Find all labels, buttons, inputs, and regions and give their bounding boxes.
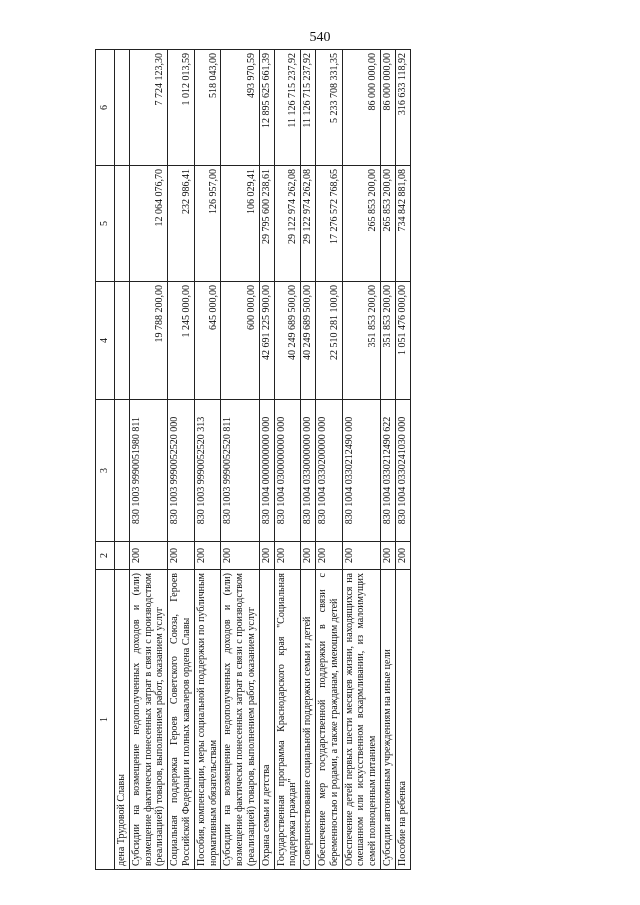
row-code: 200 — [259, 542, 274, 570]
row-name: Обеспечение детей первых шести месяцев жизни, находящихся на смешанном или искусственном вскармливании, из малоимущих семей полноценным питанием — [342, 570, 380, 870]
row-code: 200 — [301, 542, 316, 570]
table-row — [168, 50, 195, 870]
column-header-4: 4 — [96, 282, 115, 400]
page-number: 540 — [309, 30, 331, 45]
table-row — [301, 50, 316, 870]
row-kbk: 830 1004 0330200000 000 — [315, 400, 342, 542]
row-executed: 232 986,41 — [168, 166, 195, 282]
column-header-1: 1 — [96, 570, 115, 870]
row-code: 200 — [194, 542, 221, 570]
row-executed: 126 957,00 — [194, 166, 221, 282]
row-executed: 29 122 974 262,08 — [301, 166, 316, 282]
row-name: дена Трудовой Славы — [115, 570, 130, 870]
row-name: Пособие на ребенка — [395, 570, 410, 870]
row-remaining: 316 633 118,92 — [395, 50, 410, 166]
row-name: Пособия, компенсации, меры социальной поддержки по публичным нормативным обязательствам — [194, 570, 221, 870]
row-executed — [115, 166, 130, 282]
row-executed: 734 842 881,08 — [395, 166, 410, 282]
row-approved: 19 788 200,00 — [129, 282, 167, 400]
row-approved: 1 245 000,00 — [168, 282, 195, 400]
table-row — [274, 50, 301, 870]
row-approved: 40 249 689 500,00 — [301, 282, 316, 400]
row-name: Субсидии на возмещение недополученных доходов и (или) возмещение фактически понесенных затрат в связи с производством (реализацией) товаров, выполнением работ, оказанием услуг — [129, 570, 167, 870]
row-kbk: 830 1004 0330212490 000 — [342, 400, 380, 542]
row-executed: 29 795 600 238,61 — [259, 166, 274, 282]
row-executed: 12 064 076,70 — [129, 166, 167, 282]
row-kbk: 830 1004 0000000000 000 — [259, 400, 274, 542]
budget-table — [95, 49, 411, 870]
row-remaining: 12 895 625 661,39 — [259, 50, 274, 166]
row-code: 200 — [168, 542, 195, 570]
table-row — [395, 50, 410, 870]
table-row — [259, 50, 274, 870]
row-remaining — [115, 50, 130, 166]
row-code: 200 — [395, 542, 410, 570]
row-remaining: 7 724 123,30 — [129, 50, 167, 166]
column-header-3: 3 — [96, 400, 115, 542]
row-code: 200 — [342, 542, 380, 570]
table-row — [129, 50, 167, 870]
table-row — [194, 50, 221, 870]
row-name: Охрана семьи и детства — [259, 570, 274, 870]
row-kbk: 830 1004 0300000000 000 — [274, 400, 301, 542]
row-executed: 17 276 572 768,65 — [315, 166, 342, 282]
row-remaining: 493 970,59 — [221, 50, 259, 166]
row-kbk: 830 1003 9990051980 811 — [129, 400, 167, 542]
row-approved: 40 249 689 500,00 — [274, 282, 301, 400]
row-code: 200 — [221, 542, 259, 570]
row-remaining: 1 012 013,59 — [168, 50, 195, 166]
row-code: 200 — [380, 542, 395, 570]
row-kbk: 830 1004 0330000000 000 — [301, 400, 316, 542]
table-row — [221, 50, 259, 870]
row-executed: 265 853 200,00 — [342, 166, 380, 282]
budget-table-rotated — [95, 50, 615, 870]
column-header-6: 6 — [96, 50, 115, 166]
table-row — [115, 50, 130, 870]
row-kbk: 830 1004 0330241030 000 — [395, 400, 410, 542]
row-approved: 351 853 200,00 — [342, 282, 380, 400]
row-name: Субсидии на возмещение недополученных доходов и (или) возмещение фактически понесенных затрат в связи с производством (реализацией) товаров, выполнением работ, оказанием услуг — [221, 570, 259, 870]
row-code: 200 — [274, 542, 301, 570]
row-approved: 600 000,00 — [221, 282, 259, 400]
row-code: 200 — [315, 542, 342, 570]
row-remaining: 86 000 000,00 — [380, 50, 395, 166]
row-approved — [115, 282, 130, 400]
table-row — [342, 50, 380, 870]
row-remaining: 518 043,00 — [194, 50, 221, 166]
row-name: Государственная программа Краснодарского края "Социальная поддержка граждан" — [274, 570, 301, 870]
row-name: Социальная поддержка Героев Советского Союза, Героев Российской Федерации и полных кавалеров ордена Славы — [168, 570, 195, 870]
row-kbk: 830 1003 9990052520 313 — [194, 400, 221, 542]
row-remaining: 86 000 000,00 — [342, 50, 380, 166]
row-kbk: 830 1003 9990052520 811 — [221, 400, 259, 542]
row-code: 200 — [129, 542, 167, 570]
table-body — [115, 50, 411, 870]
column-header-5: 5 — [96, 166, 115, 282]
row-kbk — [115, 400, 130, 542]
table-row — [315, 50, 342, 870]
row-approved: 351 853 200,00 — [380, 282, 395, 400]
table-row — [380, 50, 395, 870]
row-name: Субсидии автономным учреждениям на иные цели — [380, 570, 395, 870]
table-header-row — [96, 50, 115, 870]
row-name: Совершенствование социальной поддержки семьи и детей — [301, 570, 316, 870]
column-header-2: 2 — [96, 542, 115, 570]
row-name: Обеспечение мер государственной поддержки в связи с беременностью и родами, а также гражданам, имеющим детей — [315, 570, 342, 870]
row-executed: 29 122 974 262,08 — [274, 166, 301, 282]
row-remaining: 5 233 708 331,35 — [315, 50, 342, 166]
row-approved: 22 510 281 100,00 — [315, 282, 342, 400]
row-remaining: 11 126 715 237,92 — [301, 50, 316, 166]
row-approved: 1 051 476 000,00 — [395, 282, 410, 400]
row-executed: 265 853 200,00 — [380, 166, 395, 282]
row-approved: 42 691 225 900,00 — [259, 282, 274, 400]
row-executed: 106 029,41 — [221, 166, 259, 282]
row-code — [115, 542, 130, 570]
row-approved: 645 000,00 — [194, 282, 221, 400]
row-kbk: 830 1004 0330212490 622 — [380, 400, 395, 542]
row-kbk: 830 1003 9990052520 000 — [168, 400, 195, 542]
row-remaining: 11 126 715 237,92 — [274, 50, 301, 166]
